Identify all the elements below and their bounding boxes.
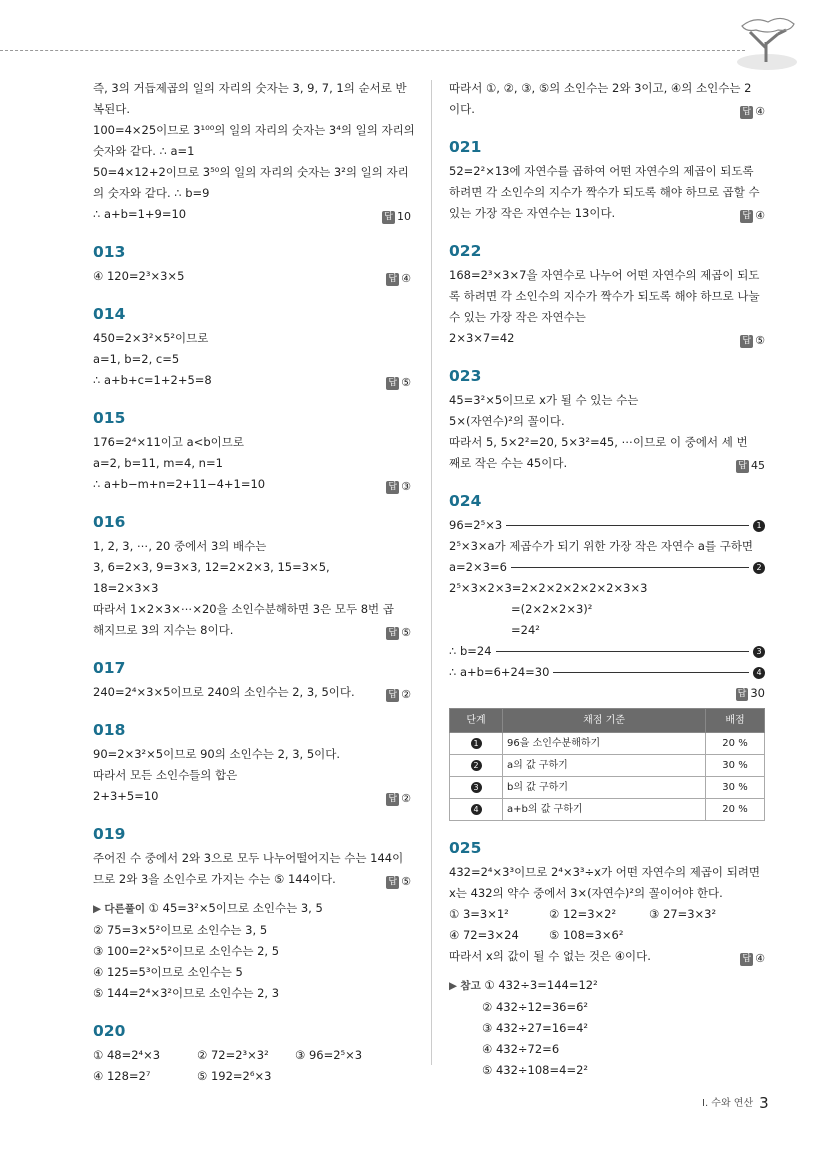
answer: [382, 206, 411, 227]
text-line: [93, 370, 411, 391]
text-line-content: 따라서 x의 값이 될 수 없는 것은 ④이다.: [449, 949, 651, 963]
answer-value: ④: [755, 952, 765, 965]
option: ④ 72=3×24: [449, 928, 519, 942]
problem-number: 025: [449, 839, 482, 857]
table-row: [450, 799, 765, 821]
step-marker: 4: [471, 804, 482, 815]
text-line: ④ 432÷72=6: [482, 1042, 560, 1056]
text-line: [93, 869, 411, 890]
problem-number: 014: [93, 305, 126, 323]
answer-value: 45: [751, 459, 765, 472]
option: ① 3=3×1²: [449, 907, 509, 921]
text-line: 50=4×12+2이므로 3⁵⁰의 일의 자리의 숫자는 3²의 일의 자리: [93, 165, 409, 179]
text-line: 432=2⁴×3³이므로 2⁴×3³÷x가 어떤 자연수의 제곱이 되려면: [449, 865, 761, 879]
option: ⑤ 192=2⁶×3: [197, 1069, 272, 1083]
text-line: 수 있는 가장 작은 자연수는: [449, 310, 586, 324]
answer-badge: 답: [742, 336, 752, 346]
column-divider: [431, 80, 432, 1065]
step-cell: [450, 777, 503, 799]
text-line: 2⁵×3×2×3=2×2×2×2×2×2×3×3: [449, 581, 648, 595]
answer-value: ④: [401, 272, 411, 285]
step-rule: [511, 567, 749, 568]
text-line: 의 숫자와 같다. ∴ b=9: [93, 186, 210, 200]
answer-value: ⑤: [401, 376, 411, 389]
options-row: [93, 1066, 411, 1087]
text-line: 주어진 수 중에서 2와 3으로 모두 나누어떨어지는 수는 144이: [93, 851, 404, 865]
problem-number: 013: [93, 243, 126, 261]
option: ② 12=3×2²: [549, 907, 617, 921]
note-block: [449, 975, 765, 1081]
text-line: 450=2×3²×5²이므로: [93, 331, 209, 345]
text-line-content: 있는 가장 작은 자연수는 13이다.: [449, 206, 616, 220]
answer-badge: 답: [388, 794, 398, 804]
step-marker: 3: [753, 646, 765, 658]
step-marker: 1: [471, 738, 482, 749]
text-line: =24²: [511, 623, 540, 637]
text-line: [93, 620, 411, 641]
step-marker: 1: [753, 520, 765, 532]
answer-value: ⑤: [401, 875, 411, 888]
problem-number: 017: [93, 659, 126, 677]
text-line-content: ① 432÷3=144=12²: [484, 978, 598, 992]
text-line: 복된다.: [93, 102, 130, 116]
header-rule: [0, 50, 745, 51]
step-cell: [450, 755, 503, 777]
alt-solution-label: ▶ 다른풀이: [93, 903, 145, 915]
page-footer: [702, 1094, 769, 1112]
grading-table: [449, 708, 765, 821]
answer-badge: 답: [388, 378, 398, 388]
table-row: [450, 755, 765, 777]
step-marker: 3: [471, 782, 482, 793]
answer-badge: 답: [737, 689, 747, 699]
step-rule: [496, 651, 749, 652]
text-line: 3, 6=2×3, 9=3×3, 12=2×2×3, 15=3×5,: [93, 560, 330, 574]
option: ① 48=2⁴×3: [93, 1048, 161, 1062]
answer-value: ④: [755, 209, 765, 222]
answer-value: 30: [750, 686, 765, 700]
text-line: 따라서 5, 5×2²=20, 5×3²=45, ⋯이므로 이 중에서 세 번: [449, 435, 748, 449]
answer: [386, 372, 411, 393]
text-line-content: ∴ a+b=1+9=10: [93, 207, 187, 221]
text-line: 1, 2, 3, ⋯, 20 중에서 3의 배수는: [93, 539, 267, 553]
text-line: [93, 898, 411, 920]
text-line-content: ① 45=3²×5이므로 소인수는 3, 5: [148, 901, 323, 915]
answer: [386, 684, 411, 705]
step-rule: [506, 525, 749, 526]
text-line: 숫자와 같다. ∴ a=1: [93, 144, 195, 158]
text-line: 100=4×25이므로 3¹⁰⁰의 일의 자리의 숫자는 3⁴의 일의 자리의: [93, 123, 415, 137]
text-line: 따라서 모든 소인수들의 합은: [93, 768, 238, 782]
text-line: [93, 204, 411, 225]
column-header: 채점 기준: [503, 709, 706, 733]
answer-value: ⑤: [401, 626, 411, 639]
intro-block: [93, 78, 415, 225]
answer-value: 10: [397, 210, 411, 223]
note-label: ▶ 참고: [449, 980, 481, 992]
text-line: 즉, 3의 거듭제곱의 일의 자리의 숫자는 3, 9, 7, 1의 순서로 반: [93, 81, 407, 95]
text-line: 따라서 1×2×3×⋯×20을 소인수분해하면 3은 모두 8번 곱: [93, 602, 394, 616]
answer-badge: 답: [384, 212, 393, 222]
problem-number: 016: [93, 513, 126, 531]
text-line-content: ∴ a+b−m+n=2+11−4+1=10: [93, 477, 266, 491]
text-line: [93, 682, 411, 703]
text-line-content: 째로 작은 수는 45이다.: [449, 456, 568, 470]
text-line: [449, 99, 765, 120]
problem-number: 015: [93, 409, 126, 427]
answer-badge: 답: [742, 107, 752, 117]
score-cell: 20 %: [706, 733, 765, 755]
text-line: [449, 975, 765, 997]
step-text: ∴ a+b=6+24=30: [449, 665, 550, 679]
options-row: [93, 1045, 411, 1066]
text-line: 록 하려면 각 소인수의 지수가 짝수가 되도록 해야 하므로 나눌: [449, 289, 760, 303]
answer: [386, 622, 411, 643]
text-line: 90=2×3²×5이므로 90의 소인수는 2, 3, 5이다.: [93, 747, 341, 761]
answer-value: ②: [401, 792, 411, 805]
tree-illustration-icon: [732, 12, 802, 74]
step-text: 96=2⁵×3: [449, 518, 503, 532]
answer-badge: 답: [388, 274, 398, 284]
options-row: [449, 925, 765, 946]
text-line: [449, 946, 765, 967]
criterion-cell: b의 값 구하기: [503, 777, 706, 799]
text-line: [93, 786, 411, 807]
text-line-content: 이다.: [449, 102, 475, 116]
section-title: Ⅰ. 수와 연산: [702, 1098, 754, 1109]
problem-number: 019: [93, 825, 126, 843]
step-line: [449, 557, 765, 578]
option: ③ 96=2⁵×3: [295, 1048, 363, 1062]
text-line: [449, 328, 765, 349]
step-text: ∴ b=24: [449, 644, 492, 658]
problem-number: 018: [93, 721, 126, 739]
text-line-content: 므로 2와 3을 소인수로 가지는 수는 ⑤ 144이다.: [93, 872, 336, 886]
answer: [740, 101, 765, 122]
answer-badge: 답: [742, 954, 752, 964]
score-cell: 30 %: [706, 777, 765, 799]
text-line: ⑤ 432÷108=4=2²: [482, 1063, 589, 1077]
problem-number: 022: [449, 242, 482, 260]
answer: [740, 948, 765, 969]
right-column: [449, 78, 765, 1081]
text-line: [93, 266, 411, 287]
answer-value: ⑤: [755, 334, 765, 347]
text-line: [93, 474, 411, 495]
answer-value: ②: [401, 688, 411, 701]
problem-number: 024: [449, 492, 482, 510]
step-text: a=2×3=6: [449, 560, 507, 574]
answer: [740, 330, 765, 351]
text-line: [449, 453, 765, 474]
text-line: a=1, b=2, c=5: [93, 352, 180, 366]
answer: [740, 205, 765, 226]
text-line: ② 75=3×5²이므로 소인수는 3, 5: [93, 923, 268, 937]
text-line: 176=2⁴×11이고 a<b이므로: [93, 435, 244, 449]
text-line-content: ∴ a+b+c=1+2+5=8: [93, 373, 212, 387]
answer-badge: 답: [738, 461, 747, 471]
text-line: x는 432의 약수 중에서 3×(자연수)²의 꼴이어야 한다.: [449, 886, 723, 900]
answer: [386, 476, 411, 497]
answer-badge: 답: [388, 690, 398, 700]
grading-table-header: [450, 709, 765, 733]
text-line: 168=2³×3×7을 자연수로 나누어 어떤 자연수의 제곱이 되도: [449, 268, 760, 282]
column-header: 배점: [706, 709, 765, 733]
step-line: [449, 641, 765, 662]
answer-badge: 답: [388, 628, 398, 638]
option: ③ 27=3×3²: [649, 907, 717, 921]
column-header: 단계: [450, 709, 503, 733]
step-cell: [450, 733, 503, 755]
score-cell: 20 %: [706, 799, 765, 821]
text-line: ③ 100=2²×5²이므로 소인수는 2, 5: [93, 944, 280, 958]
answer: [386, 871, 411, 892]
answer-badge: 답: [388, 482, 398, 492]
criterion-cell: 96을 소인수분해하기: [503, 733, 706, 755]
answer: [386, 788, 411, 809]
text-line: 따라서 ①, ②, ③, ⑤의 소인수는 2와 3이고, ④의 소인수는 2: [449, 81, 752, 95]
option: ⑤ 108=3×6²: [549, 928, 624, 942]
answer-value: ③: [401, 480, 411, 493]
answer-row: [449, 683, 765, 704]
step-line: [449, 662, 765, 683]
text-line: 18=2×3×3: [93, 581, 159, 595]
text-line: 2⁵×3×a가 제곱수가 되기 위한 가장 작은 자연수 a를 구하면: [449, 539, 754, 553]
alt-solution: [93, 898, 411, 1004]
text-line: =(2×2×2×3)²: [511, 602, 593, 616]
text-line: 5×(자연수)²의 꼴이다.: [449, 414, 565, 428]
answer: [736, 455, 765, 476]
page-number: 3: [759, 1094, 769, 1112]
text-line: a=2, b=11, m=4, n=1: [93, 456, 223, 470]
option: ④ 128=2⁷: [93, 1069, 151, 1083]
text-line-content: 해지므로 3의 지수는 8이다.: [93, 623, 234, 637]
text-line: ③ 432÷27=16=4²: [482, 1021, 589, 1035]
answer-badge: 답: [742, 211, 752, 221]
answer-value: ④: [755, 105, 765, 118]
text-line-content: 240=2⁴×3×5이므로 240의 소인수는 2, 3, 5이다.: [93, 685, 355, 699]
text-line: [449, 203, 765, 224]
step-marker: 2: [471, 760, 482, 771]
problem-number: 021: [449, 138, 482, 156]
text-line-content: 2+3+5=10: [93, 789, 159, 803]
options-row: [449, 904, 765, 925]
text-line: 45=3²×5이므로 x가 될 수 있는 수는: [449, 393, 639, 407]
problem-number: 020: [93, 1022, 126, 1040]
step-marker: 2: [753, 562, 765, 574]
answer-badge: 답: [388, 877, 398, 887]
answer: [386, 268, 411, 289]
step-line: [449, 515, 765, 536]
text-line-content: 2×3×7=42: [449, 331, 515, 345]
criterion-cell: a의 값 구하기: [503, 755, 706, 777]
score-cell: 30 %: [706, 755, 765, 777]
text-line: ④ 125=5³이므로 소인수는 5: [93, 965, 243, 979]
text-line-content: ④ 120=2³×3×5: [93, 269, 185, 283]
step-marker: 4: [753, 667, 765, 679]
text-line: 하려면 각 소인수의 지수가 짝수가 되도록 해야 하므로 곱할 수: [449, 185, 760, 199]
note-label-text: 참고: [460, 980, 481, 992]
step-rule: [553, 672, 749, 673]
alt-solution-label-text: 다른풀이: [104, 903, 145, 915]
left-column: [93, 78, 415, 1087]
step-cell: [450, 799, 503, 821]
option: ② 72=2³×3²: [197, 1048, 269, 1062]
table-row: [450, 777, 765, 799]
text-line: ② 432÷12=36=6²: [482, 1000, 589, 1014]
text-line: ⑤ 144=2⁴×3²이므로 소인수는 2, 3: [93, 986, 280, 1000]
table-row: [450, 733, 765, 755]
criterion-cell: a+b의 값 구하기: [503, 799, 706, 821]
problem-number: 023: [449, 367, 482, 385]
text-line: 52=2²×13에 자연수를 곱하여 어떤 자연수의 제곱이 되도록: [449, 164, 754, 178]
